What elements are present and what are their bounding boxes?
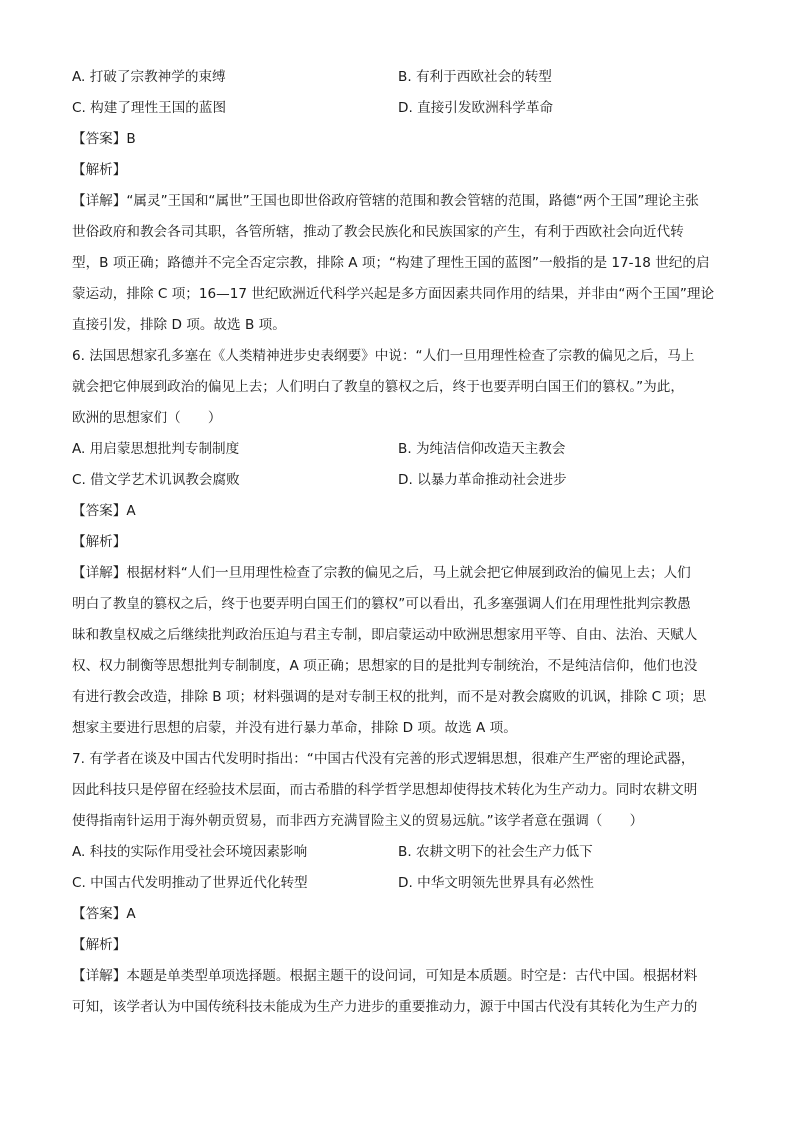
q6-answer: 【答案】A — [72, 503, 136, 519]
q6-option-d: D. 以暴力革命推动社会进步 — [398, 472, 567, 488]
q6-detail-line: 权、权力制衡等思想批判专制制度，A 项正确；思想家的目的是批判专制统治，不是纯洁信仰，他们也没 — [72, 658, 698, 674]
q5-analysis-label: 【解析】 — [72, 162, 127, 178]
q5-detail-line: 型，B 项正确；路德并不完全否定宗教，排除 A 项；“构建了理性王国的蓝图”一般指的是 17-18 世纪的启 — [72, 255, 710, 271]
q6-stem-line: 就会把它伸展到政治的偏见上去；人们明白了教皇的篡权之后，终于也要弄明白国王们的篡权。”为此， — [72, 379, 684, 395]
q5-detail-line: 【详解】“属灵”王国和“属世”王国也即世俗政府管辖的范围和教会管辖的范围，路德“两个王国”理论主张 — [72, 193, 699, 209]
q6-detail-line: 【详解】根据材料“人们一旦用理性检查了宗教的偏见之后，马上就会把它伸展到政治的偏见上去；人们 — [72, 565, 691, 581]
q6-option-a: A. 用启蒙思想批判专制制度 — [72, 441, 240, 457]
q6-detail-line: 昧和教皇权威之后继续批判政治压迫与君主专制，即启蒙运动中欧洲思想家用平等、自由、法治、天赋人 — [72, 627, 698, 643]
q5-answer: 【答案】B — [72, 131, 136, 147]
q7-options-row-1 — [72, 837, 724, 868]
q5-detail-line: 蒙运动，排除 C 项；16—17 世纪欧洲近代科学兴起是多方面因素共同作用的结果，并非由“两个王国”理论 — [72, 286, 715, 302]
q7-detail-line: 【详解】本题是单类型单项选择题。根据主题干的设问词，可知是本质题。时空是：古代中国。根据材料 — [72, 968, 698, 984]
q6-stem-line: 欧洲的思想家们（ ） — [72, 410, 222, 426]
q6-stem — [72, 341, 724, 434]
q6-options-row-2 — [72, 465, 724, 496]
q6-analysis-label: 【解析】 — [72, 534, 127, 550]
q5-option-c: C. 构建了理性王国的蓝图 — [72, 100, 227, 116]
q7-analysis-label: 【解析】 — [72, 937, 127, 953]
q5-detail-line: 直接引发，排除 D 项。故选 B 项。 — [72, 317, 286, 333]
q7-stem-line: 使得指南针运用于海外朝贡贸易，而非西方充满冒险主义的贸易远航。”该学者意在强调（ ） — [72, 813, 644, 829]
q7-answer: 【答案】A — [72, 906, 136, 922]
q6-detail — [72, 558, 724, 744]
q7-option-d: D. 中华文明领先世界具有必然性 — [398, 875, 594, 891]
q5-detail — [72, 186, 724, 341]
q5-options-row-2 — [72, 93, 724, 124]
q5-detail-line: 世俗政府和教会各司其职，各管所辖，推动了教会民族化和民族国家的产生，有利于西欧社会向近代转 — [72, 224, 684, 240]
q7-stem-line: 7. 有学者在谈及中国古代发明时指出：“中国古代没有完善的形式逻辑思想，很难产生严密的理论武器， — [72, 751, 695, 767]
q7-detail-line: 可知，该学者认为中国传统科技未能成为生产力进步的重要推动力，源于中国古代没有其转化为生产力的 — [72, 999, 698, 1015]
q7-option-b: B. 农耕文明下的社会生产力低下 — [398, 844, 593, 860]
q5-option-a: A. 打破了宗教神学的束缚 — [72, 69, 226, 85]
q6-option-b: B. 为纯洁信仰改造天主教会 — [398, 441, 566, 457]
q7-option-c: C. 中国古代发明推动了世界近代化转型 — [72, 875, 308, 891]
q7-option-a: A. 科技的实际作用受社会环境因素影响 — [72, 844, 308, 860]
q5-option-d: D. 直接引发欧洲科学革命 — [398, 100, 554, 116]
q5-options-row-1 — [72, 62, 724, 93]
q6-options-row-1 — [72, 434, 724, 465]
q6-detail-line: 想家主要进行思想的启蒙，并没有进行暴力革命，排除 D 项。故选 A 项。 — [72, 720, 517, 736]
q6-stem-line: 6. 法国思想家孔多塞在《人类精神进步史表纲要》中说：“人们一旦用理性检查了宗教的偏见之后，马上 — [72, 348, 695, 364]
q7-detail — [72, 961, 724, 1023]
q6-detail-line: 有进行教会改造，排除 B 项；材料强调的是对专制王权的批判，而不是对教会腐败的讥讽，排除 C 项；思 — [72, 689, 707, 705]
q7-stem — [72, 744, 724, 837]
document-page — [72, 62, 724, 1023]
q6-option-c: C. 借文学艺术讥讽教会腐败 — [72, 472, 240, 488]
q7-options-row-2 — [72, 868, 724, 899]
q7-stem-line: 因此科技只是停留在经验技术层面，而古希腊的科学哲学思想却使得技术转化为生产动力。同时农耕文明 — [72, 782, 698, 798]
q5-option-b: B. 有利于西欧社会的转型 — [398, 69, 552, 85]
q6-detail-line: 明白了教皇的篡权之后，终于也要弄明白国王们的篡权”可以看出，孔多塞强调人们在用理性批判宗教愚 — [72, 596, 691, 612]
